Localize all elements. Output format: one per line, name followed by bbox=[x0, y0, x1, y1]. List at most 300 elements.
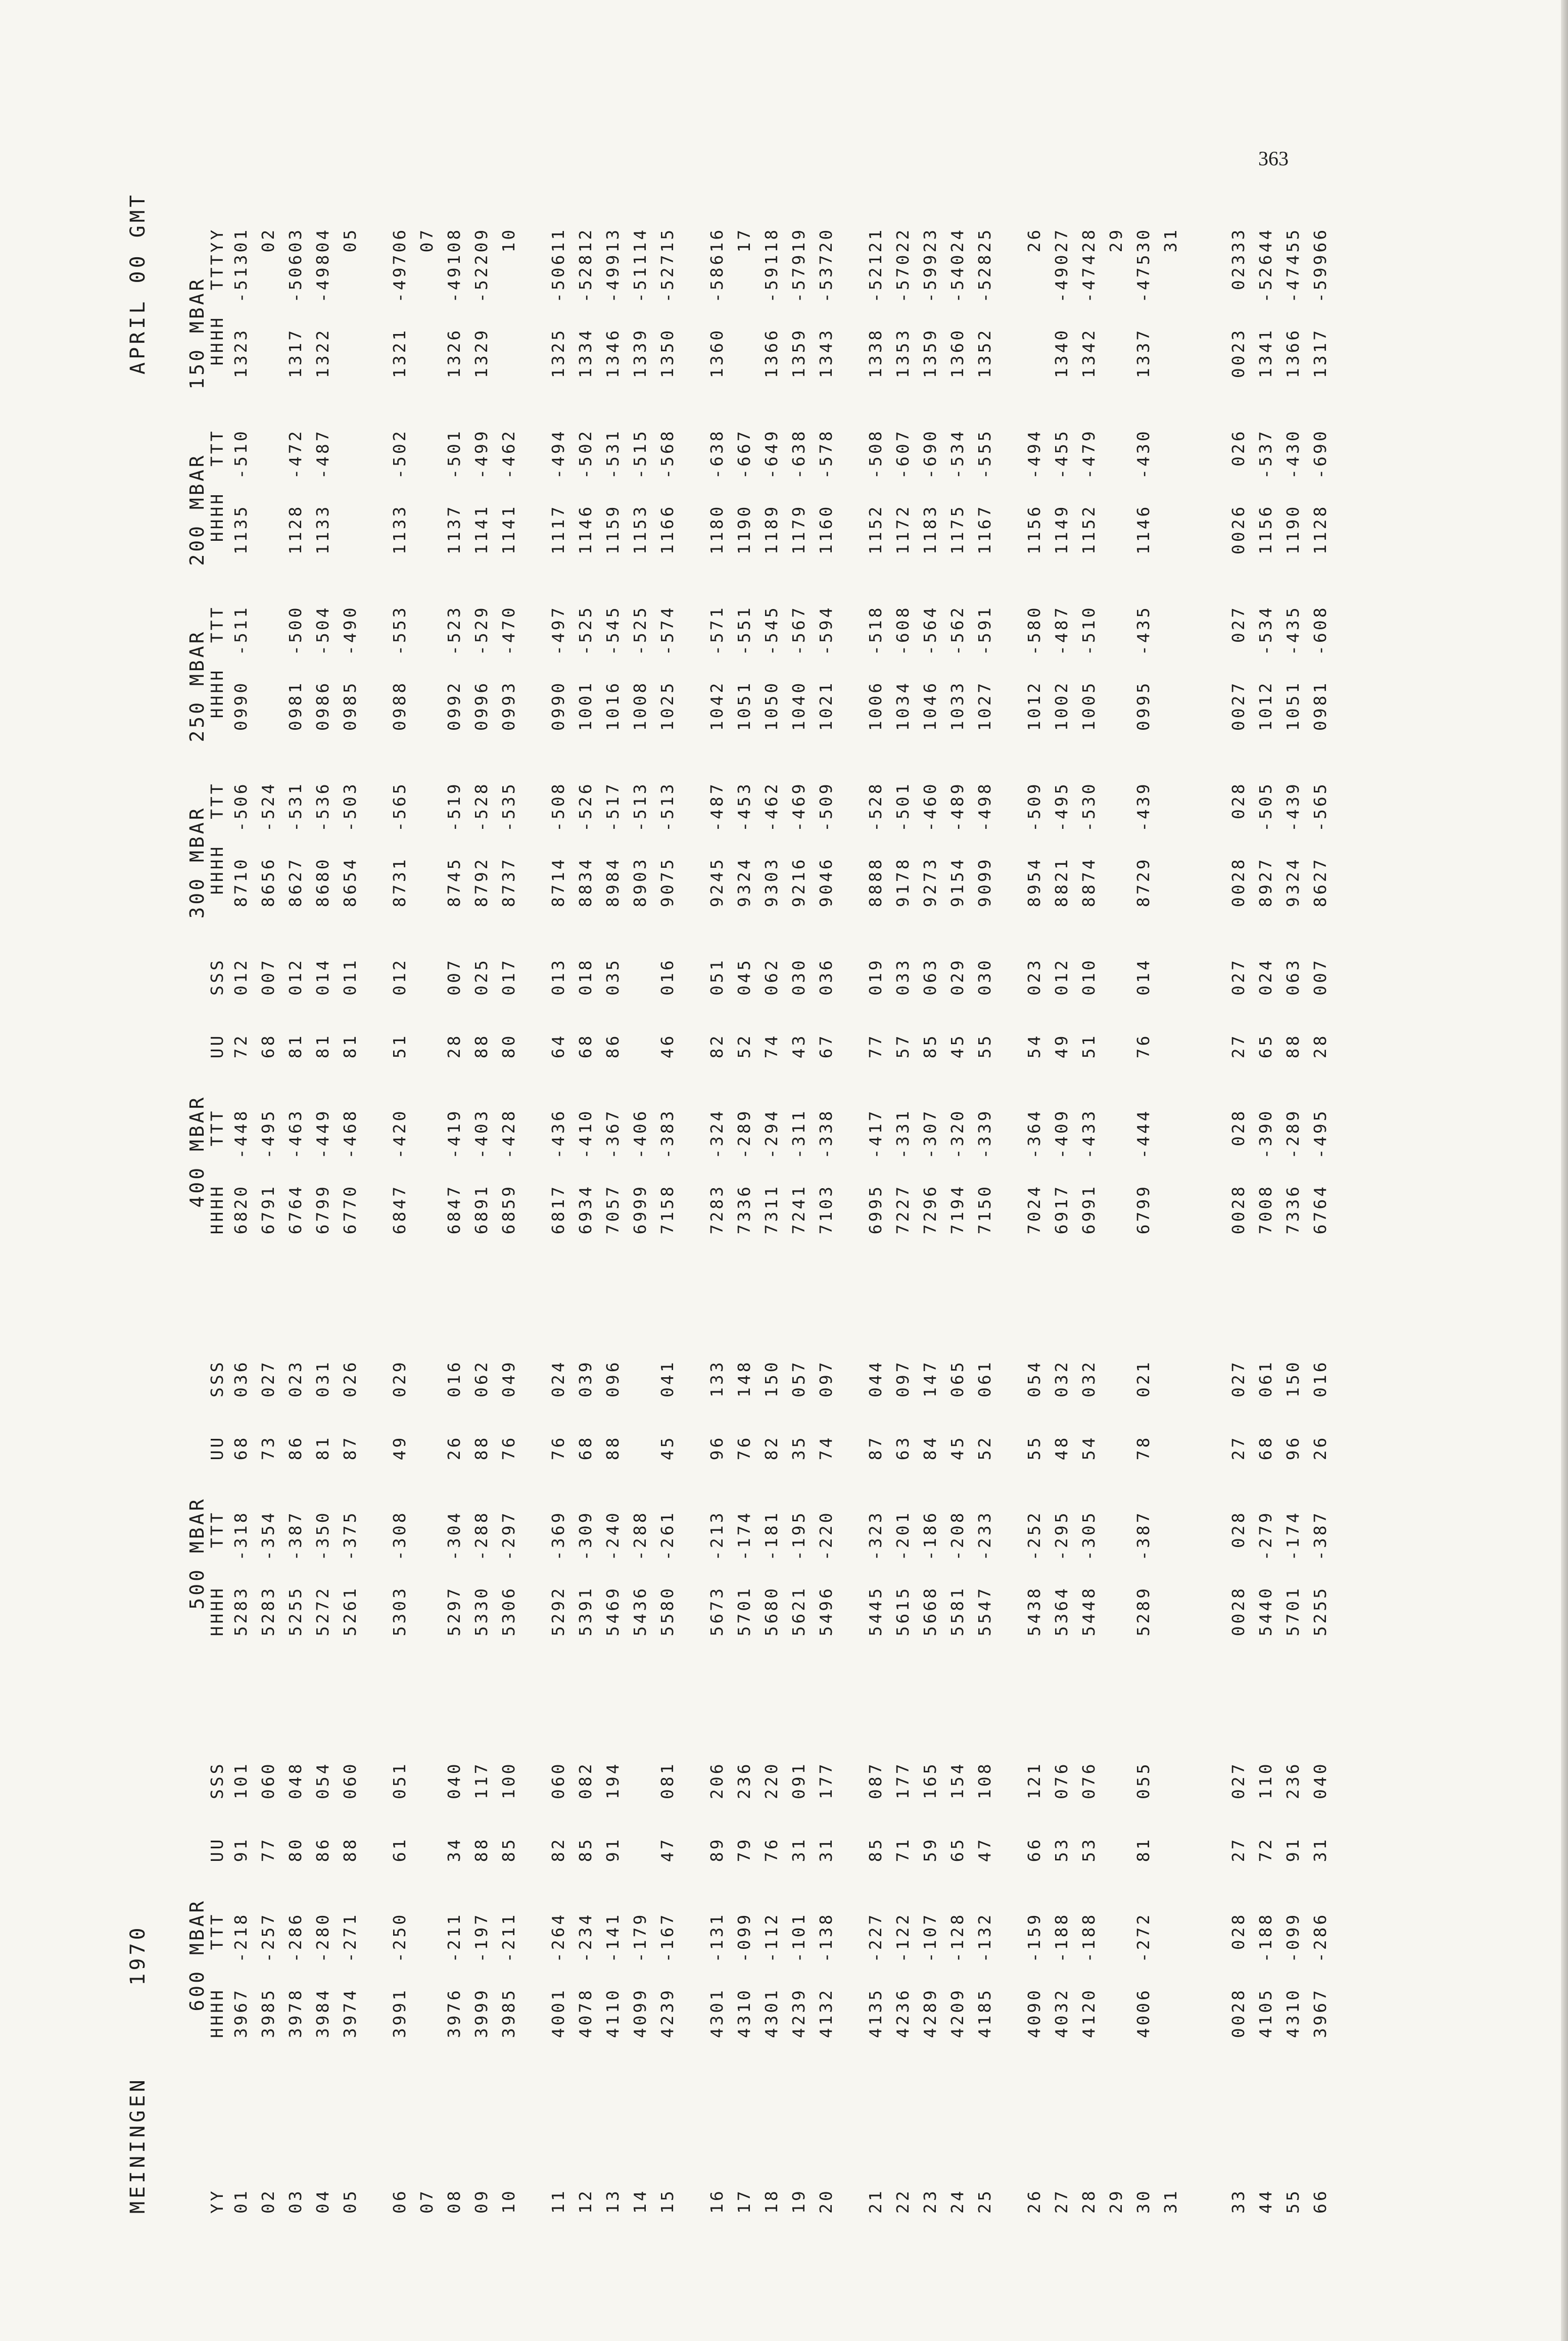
uu-cell: 45 bbox=[947, 1033, 967, 1059]
hhhh-value: 1133 bbox=[390, 504, 409, 555]
sss-cell bbox=[1103, 958, 1130, 1033]
gap-cell bbox=[1279, 414, 1307, 429]
ttt-value: -494 bbox=[1024, 429, 1044, 504]
ttt-value: -579 bbox=[789, 252, 809, 328]
sss-cell: 060 bbox=[258, 1761, 278, 1800]
hhhh-cell: 3967 bbox=[231, 1988, 251, 2038]
hhhh-ttt-cell bbox=[522, 429, 572, 590]
gap-cell bbox=[917, 590, 944, 605]
gap-cell bbox=[654, 414, 681, 429]
ttt-value: -526 bbox=[1256, 252, 1275, 328]
sss-cell: 044 bbox=[866, 1360, 885, 1397]
sss-cell: 029 bbox=[390, 1360, 409, 1397]
uu-cell: 80 bbox=[286, 1837, 305, 1862]
day-cell-right: 17 bbox=[734, 227, 754, 253]
day-cell: 19 bbox=[789, 2188, 809, 2214]
uu-cell: 91 bbox=[231, 1837, 251, 1862]
gap-cell bbox=[813, 590, 840, 605]
gap-cell bbox=[309, 767, 337, 782]
uu-cell: 48 bbox=[1052, 1435, 1071, 1461]
day-cell: 24 bbox=[947, 2188, 967, 2214]
ttt-value: -567 bbox=[789, 605, 809, 681]
day-cell: 10 bbox=[499, 2188, 518, 2214]
ttt-value: -501 bbox=[444, 429, 464, 504]
hhhh-ttt-cell bbox=[468, 252, 495, 413]
level-header: 150 MBAR bbox=[186, 276, 208, 390]
gap-cell bbox=[309, 590, 337, 605]
gap-cell bbox=[441, 1345, 468, 1360]
hhhh-cell: 6995 bbox=[866, 1184, 885, 1235]
day-cell: 09 bbox=[471, 2188, 491, 2214]
hhhh-value: 8627 bbox=[1310, 857, 1330, 908]
gap-cell bbox=[1130, 767, 1157, 782]
gap-cell bbox=[572, 1345, 599, 1360]
ttt-cell: -188 bbox=[1079, 1912, 1099, 1963]
hhhh-ttt-cell bbox=[627, 429, 654, 590]
ttt-value: 023 bbox=[1228, 252, 1248, 328]
uu-cell: 55 bbox=[975, 1033, 994, 1059]
ttt-value: -529 bbox=[471, 605, 491, 681]
hhhh-value: 9216 bbox=[789, 857, 809, 908]
ttt-value: -499 bbox=[603, 252, 623, 328]
gap-cell bbox=[1307, 1345, 1334, 1360]
gap-cell bbox=[654, 1747, 681, 1762]
gap-cell bbox=[1157, 590, 1184, 605]
ttt-value: -460 bbox=[920, 781, 940, 857]
gap-cell bbox=[1103, 414, 1130, 429]
ttt-cell: -387 bbox=[1310, 1510, 1330, 1561]
ttt-cell: -294 bbox=[762, 1108, 781, 1159]
hhhh-cell: 5547 bbox=[975, 1586, 994, 1636]
uu-cell: 96 bbox=[1283, 1435, 1303, 1461]
hhhh-value: 1189 bbox=[762, 504, 781, 555]
gap-cell bbox=[971, 1747, 999, 1762]
table-row bbox=[1048, 192, 1075, 2214]
table-row bbox=[731, 192, 758, 2214]
hhhh-value: 8874 bbox=[1079, 857, 1099, 908]
sss-cell: 011 bbox=[340, 958, 360, 996]
day-cell: 30 bbox=[1133, 2188, 1153, 2214]
gap-cell bbox=[889, 414, 917, 429]
ttt-value: -562 bbox=[947, 605, 967, 681]
day-cell-right: 01 bbox=[231, 227, 251, 253]
table-row bbox=[337, 192, 364, 2214]
gap-cell bbox=[1048, 1747, 1075, 1762]
hhhh-ttt-cell bbox=[971, 429, 999, 590]
sss-cell: 016 bbox=[1310, 1360, 1330, 1397]
hhhh-cell: 6820 bbox=[231, 1184, 251, 1235]
sss-cell: 027 bbox=[1228, 1360, 1248, 1397]
ttt-cell: -318 bbox=[231, 1510, 251, 1561]
sss-cell bbox=[627, 1360, 654, 1435]
ttt-cell: -307 bbox=[920, 1108, 940, 1159]
day-cell-right: 16 bbox=[707, 227, 727, 253]
gap-cell bbox=[1157, 767, 1184, 782]
hhhh-ttt-cell bbox=[654, 252, 681, 413]
ttt-cell: -099 bbox=[1283, 1912, 1303, 1963]
hhhh-cell: 5436 bbox=[630, 1586, 650, 1636]
ttt-value: -526 bbox=[576, 781, 595, 857]
hhhh-ttt-cell bbox=[1184, 252, 1252, 413]
gap-cell bbox=[572, 767, 599, 782]
hhhh-value: 1353 bbox=[893, 327, 913, 379]
hhhh-cell: 4099 bbox=[630, 1988, 650, 2038]
sss-cell: 101 bbox=[231, 1761, 251, 1800]
hhhh-value: 1050 bbox=[762, 680, 781, 731]
sss-cell: 012 bbox=[231, 958, 251, 996]
uu-cell: 65 bbox=[1256, 1033, 1275, 1059]
ttt-value: -591 bbox=[975, 605, 994, 681]
gap-cell bbox=[1307, 943, 1334, 958]
hhhh-value: 9154 bbox=[947, 857, 967, 908]
gap-cell bbox=[1252, 590, 1279, 605]
sss-cell: 154 bbox=[947, 1761, 967, 1800]
hhhh-ttt-cell bbox=[1103, 252, 1130, 413]
hhhh-value: 1326 bbox=[444, 327, 464, 379]
hhhh-cell bbox=[1103, 1184, 1130, 1345]
hhhh-cell: 7158 bbox=[657, 1184, 677, 1235]
day-cell-right: 44 bbox=[1256, 227, 1275, 253]
gap-cell bbox=[627, 590, 654, 605]
ttt-value: -527 bbox=[657, 252, 677, 328]
uu-cell bbox=[1103, 1837, 1130, 1912]
hhhh-value: 9324 bbox=[734, 857, 754, 908]
hhhh-value: 8654 bbox=[340, 857, 360, 908]
ttt-cell: -419 bbox=[444, 1108, 464, 1159]
ttt-value: -690 bbox=[1310, 429, 1330, 504]
sss-cell bbox=[1103, 1360, 1130, 1435]
hhhh-value: 1135 bbox=[231, 504, 251, 555]
hhhh-ttt-cell bbox=[840, 252, 889, 413]
hhhh-cell: 6917 bbox=[1052, 1184, 1071, 1235]
sss-cell: 016 bbox=[444, 1360, 464, 1397]
hhhh-value: 9178 bbox=[893, 857, 913, 908]
hhhh-cell: 4239 bbox=[789, 1988, 809, 2038]
ttt-value: -524 bbox=[258, 781, 278, 857]
gap-cell bbox=[1103, 943, 1130, 958]
gap-cell bbox=[468, 414, 495, 429]
ttt-value: -502 bbox=[576, 429, 595, 504]
hhhh-value: 1341 bbox=[1256, 327, 1275, 379]
ttt-cell: -286 bbox=[1310, 1912, 1330, 1963]
sss-cell: 012 bbox=[286, 958, 305, 996]
hhhh-ttt-cell bbox=[999, 781, 1048, 943]
level-header: 400 MBAR bbox=[186, 1095, 208, 1208]
day-cell: 26 bbox=[1024, 2188, 1044, 2214]
sss-cell: 027 bbox=[1228, 958, 1248, 996]
hhhh-value: 1034 bbox=[893, 680, 913, 731]
gap-cell bbox=[944, 414, 971, 429]
uu-cell: 81 bbox=[340, 1033, 360, 1059]
gap-cell bbox=[889, 943, 917, 958]
uu-cell: 55 bbox=[1024, 1435, 1044, 1461]
uu-cell: 72 bbox=[231, 1033, 251, 1059]
hhhh-ttt-cell bbox=[813, 429, 840, 590]
ttt-cell: -128 bbox=[947, 1912, 967, 1963]
ttt-cell: -390 bbox=[1256, 1108, 1275, 1159]
hhhh-cell: 6764 bbox=[1310, 1184, 1330, 1235]
hhhh-value: 1329 bbox=[471, 327, 491, 379]
ttt-value: -565 bbox=[390, 781, 409, 857]
hhhh-ttt-cell bbox=[309, 781, 337, 943]
sss-cell bbox=[1157, 1761, 1184, 1837]
ttt-value: -500 bbox=[286, 605, 305, 681]
ttt-value: -528 bbox=[866, 781, 885, 857]
ttt-cell: -495 bbox=[1310, 1108, 1330, 1159]
sss-cell: 147 bbox=[920, 1360, 940, 1397]
sounding-table bbox=[187, 192, 1334, 2214]
sss-cell: 177 bbox=[816, 1761, 836, 1800]
ttt-value: -506 bbox=[231, 781, 251, 857]
hhhh-ttt-cell bbox=[468, 605, 495, 766]
hhhh-ttt-cell bbox=[227, 429, 255, 590]
hhhh-cell: 5272 bbox=[313, 1586, 332, 1636]
sss-cell: 063 bbox=[1283, 958, 1303, 996]
day-cell-right: 06 bbox=[390, 227, 409, 253]
ttt-cell: -195 bbox=[789, 1510, 809, 1561]
gap-cell bbox=[1103, 1747, 1130, 1762]
ttt-value: -608 bbox=[893, 605, 913, 681]
hhhh-ttt-cell bbox=[1075, 781, 1103, 943]
gap-cell bbox=[522, 767, 572, 782]
hhhh-cell: 4001 bbox=[548, 1988, 568, 2038]
gap-cell bbox=[282, 1747, 309, 1762]
hhhh-ttt-cell bbox=[758, 781, 785, 943]
uu-cell: 88 bbox=[340, 1837, 360, 1862]
hhhh-ttt-cell bbox=[944, 429, 971, 590]
sss-cell: 036 bbox=[231, 1360, 251, 1397]
ttt-cell: -288 bbox=[471, 1510, 491, 1561]
gap-cell bbox=[944, 1747, 971, 1762]
hhhh-value: 1190 bbox=[1283, 504, 1303, 555]
hhhh-ttt-cell bbox=[227, 781, 255, 943]
hhhh-cell: 3984 bbox=[313, 1988, 332, 2038]
hhhh-ttt-cell bbox=[731, 781, 758, 943]
sss-cell: 030 bbox=[789, 958, 809, 996]
hhhh-ttt-cell bbox=[282, 781, 309, 943]
gap-cell bbox=[599, 414, 627, 429]
ttt-value: -690 bbox=[920, 429, 940, 504]
hhhh-cell: 5306 bbox=[499, 1586, 518, 1636]
hhhh-value: 1152 bbox=[866, 504, 885, 555]
day-cell: 17 bbox=[734, 2188, 754, 2214]
uu-cell bbox=[1157, 1034, 1184, 1109]
gap-cell bbox=[1252, 1747, 1279, 1762]
uu-cell bbox=[1157, 1837, 1184, 1912]
day-cell-right: 14 bbox=[630, 227, 650, 253]
hhhh-cell: 5330 bbox=[471, 1586, 491, 1636]
ttt-value: -462 bbox=[762, 781, 781, 857]
hhhh-cell: 6817 bbox=[548, 1184, 568, 1235]
hhhh-ttt-cell bbox=[572, 605, 599, 766]
hhhh-ttt-cell bbox=[413, 605, 441, 766]
hhhh-cell: 4289 bbox=[920, 1988, 940, 2038]
gap-cell bbox=[413, 767, 441, 782]
sss-cell bbox=[413, 958, 441, 1033]
uu-cell: 85 bbox=[920, 1033, 940, 1059]
day-cell-right: 27 bbox=[1052, 227, 1071, 253]
gap-cell bbox=[785, 590, 813, 605]
ttt-value: -508 bbox=[548, 781, 568, 857]
gap-cell bbox=[1307, 1747, 1334, 1762]
sss-cell: 023 bbox=[1024, 958, 1044, 996]
hhhh-value: 8792 bbox=[471, 857, 491, 908]
hhhh-ttt-cell bbox=[441, 605, 468, 766]
ttt-cell: -369 bbox=[548, 1510, 568, 1561]
gap-cell bbox=[522, 943, 572, 958]
hhhh-ttt-cell bbox=[1130, 252, 1157, 413]
page-number: 363 bbox=[1258, 147, 1289, 170]
hhhh-value: 0986 bbox=[313, 680, 332, 731]
ttt-header: TTT bbox=[207, 781, 227, 845]
day-cell-right: 10 bbox=[499, 227, 518, 253]
day-cell: 05 bbox=[340, 2188, 360, 2214]
hhhh-cell: 7150 bbox=[975, 1184, 994, 1235]
hhhh-value: 8834 bbox=[576, 857, 595, 908]
uu-cell: 87 bbox=[866, 1435, 885, 1461]
ttt-value: -508 bbox=[866, 429, 885, 504]
day-cell-right: 09 bbox=[471, 227, 491, 253]
hhhh-cell bbox=[413, 1586, 441, 1747]
gap-cell bbox=[1279, 1747, 1307, 1762]
hhhh-cell: 6764 bbox=[286, 1184, 305, 1235]
hhhh-value: 0990 bbox=[548, 680, 568, 731]
gap-cell bbox=[413, 590, 441, 605]
gap-cell bbox=[999, 414, 1048, 429]
table-row bbox=[813, 192, 840, 2214]
gap-cell bbox=[227, 767, 255, 782]
sss-cell: 027 bbox=[258, 1360, 278, 1397]
ttt-cell: -261 bbox=[657, 1510, 677, 1561]
uu-cell: 59 bbox=[920, 1837, 940, 1862]
hhhh-cell: 5289 bbox=[1133, 1586, 1153, 1636]
ttt-value: -430 bbox=[1283, 429, 1303, 504]
hhhh-ttt-cell bbox=[364, 252, 413, 413]
hhhh-cell: 7283 bbox=[707, 1184, 727, 1235]
uu-cell: 81 bbox=[313, 1435, 332, 1461]
table-row bbox=[282, 192, 309, 2214]
ttt-cell: -107 bbox=[920, 1912, 940, 1963]
uu-cell: 27 bbox=[1228, 1837, 1248, 1862]
table-row bbox=[627, 192, 654, 2214]
hhhh-value: 1051 bbox=[734, 680, 754, 731]
table-row bbox=[971, 192, 999, 2214]
uu-cell: 85 bbox=[499, 1837, 518, 1862]
sss-cell bbox=[413, 1761, 441, 1837]
ttt-cell: -297 bbox=[499, 1510, 518, 1561]
table-row bbox=[654, 192, 681, 2214]
hhhh-value: 1141 bbox=[499, 504, 518, 555]
uu-cell: 31 bbox=[789, 1837, 809, 1862]
gap-cell bbox=[468, 1747, 495, 1762]
hhhh-value: 1117 bbox=[548, 504, 568, 555]
hhhh-ttt-cell bbox=[1307, 781, 1334, 943]
level-header-row bbox=[187, 192, 207, 2214]
uu-header: UU bbox=[207, 1435, 227, 1461]
gap-cell bbox=[758, 767, 785, 782]
gap-cell bbox=[681, 943, 731, 958]
hhhh-ttt-cell bbox=[681, 252, 731, 413]
hhhh-value: 1337 bbox=[1133, 327, 1153, 379]
ttt-cell: -179 bbox=[630, 1912, 650, 1963]
gap-cell bbox=[309, 1345, 337, 1360]
ttt-value: -565 bbox=[1310, 781, 1330, 857]
gap-cell bbox=[1103, 590, 1130, 605]
gap-cell bbox=[282, 1345, 309, 1360]
hhhh-ttt-cell bbox=[413, 252, 441, 413]
gap-cell bbox=[1075, 1747, 1103, 1762]
gap-cell bbox=[495, 767, 522, 782]
uu-cell: 47 bbox=[657, 1837, 677, 1862]
hhhh-ttt-cell bbox=[572, 252, 599, 413]
sss-cell: 121 bbox=[1024, 1761, 1044, 1800]
gap-cell bbox=[971, 767, 999, 782]
gap-cell bbox=[1048, 767, 1075, 782]
ttt-value: -504 bbox=[313, 605, 332, 681]
hhhh-cell: 4209 bbox=[947, 1988, 967, 2038]
uu-cell: 31 bbox=[816, 1837, 836, 1862]
hhhh-ttt-cell bbox=[627, 605, 654, 766]
sss-cell: 096 bbox=[603, 1360, 623, 1397]
hhhh-value: 1159 bbox=[603, 504, 623, 555]
hhhh-value: 1033 bbox=[947, 680, 967, 731]
day-cell-right: 26 bbox=[1024, 227, 1044, 253]
sss-cell: 150 bbox=[762, 1360, 781, 1397]
hhhh-ttt-cell bbox=[1307, 252, 1334, 413]
ttt-value: -638 bbox=[707, 429, 727, 504]
hhhh-value: 1172 bbox=[893, 504, 913, 555]
ttt-value: -511 bbox=[231, 605, 251, 681]
hhhh-value: 1339 bbox=[630, 327, 650, 379]
ttt-cell: -208 bbox=[947, 1510, 967, 1561]
gap-cell bbox=[282, 590, 309, 605]
gap-cell bbox=[681, 1345, 731, 1360]
ttt-value: 027 bbox=[1228, 605, 1248, 681]
ttt-value: -531 bbox=[286, 781, 305, 857]
ttt-value: -545 bbox=[762, 605, 781, 681]
hhhh-value: 9324 bbox=[1283, 857, 1303, 908]
hhhh-ttt-cell bbox=[1184, 605, 1252, 766]
hhhh-value: 1137 bbox=[444, 504, 464, 555]
hhhh-cell bbox=[1157, 1586, 1184, 1747]
day-cell-right: 21 bbox=[866, 227, 885, 253]
column-header bbox=[207, 252, 227, 413]
hhhh-value: 1325 bbox=[548, 327, 568, 379]
ttt-cell: -304 bbox=[444, 1510, 464, 1561]
ttt-cell: -227 bbox=[866, 1912, 885, 1963]
hhhh-value: 1002 bbox=[1052, 680, 1071, 731]
sss-cell: 133 bbox=[707, 1360, 727, 1397]
hhhh-ttt-cell bbox=[1103, 429, 1130, 590]
ttt-cell: -305 bbox=[1079, 1510, 1099, 1561]
uu-cell bbox=[627, 1034, 654, 1109]
hhhh-value: 0995 bbox=[1133, 680, 1153, 731]
gap-cell bbox=[255, 414, 282, 429]
table-row bbox=[441, 192, 468, 2214]
gap-cell bbox=[255, 943, 282, 958]
ttt-cell: -295 bbox=[1052, 1510, 1071, 1561]
hhhh-cell: 4185 bbox=[975, 1988, 994, 2038]
column-header bbox=[207, 429, 227, 590]
hhhh-cell: 3976 bbox=[444, 1988, 464, 2038]
ttt-cell: -188 bbox=[1052, 1912, 1071, 1963]
hhhh-ttt-cell bbox=[785, 252, 813, 413]
gap-cell bbox=[627, 414, 654, 429]
day-cell: 29 bbox=[1106, 2188, 1126, 2214]
day-cell: 04 bbox=[313, 2188, 332, 2214]
gap-cell bbox=[572, 943, 599, 958]
ttt-cell: -324 bbox=[707, 1108, 727, 1159]
